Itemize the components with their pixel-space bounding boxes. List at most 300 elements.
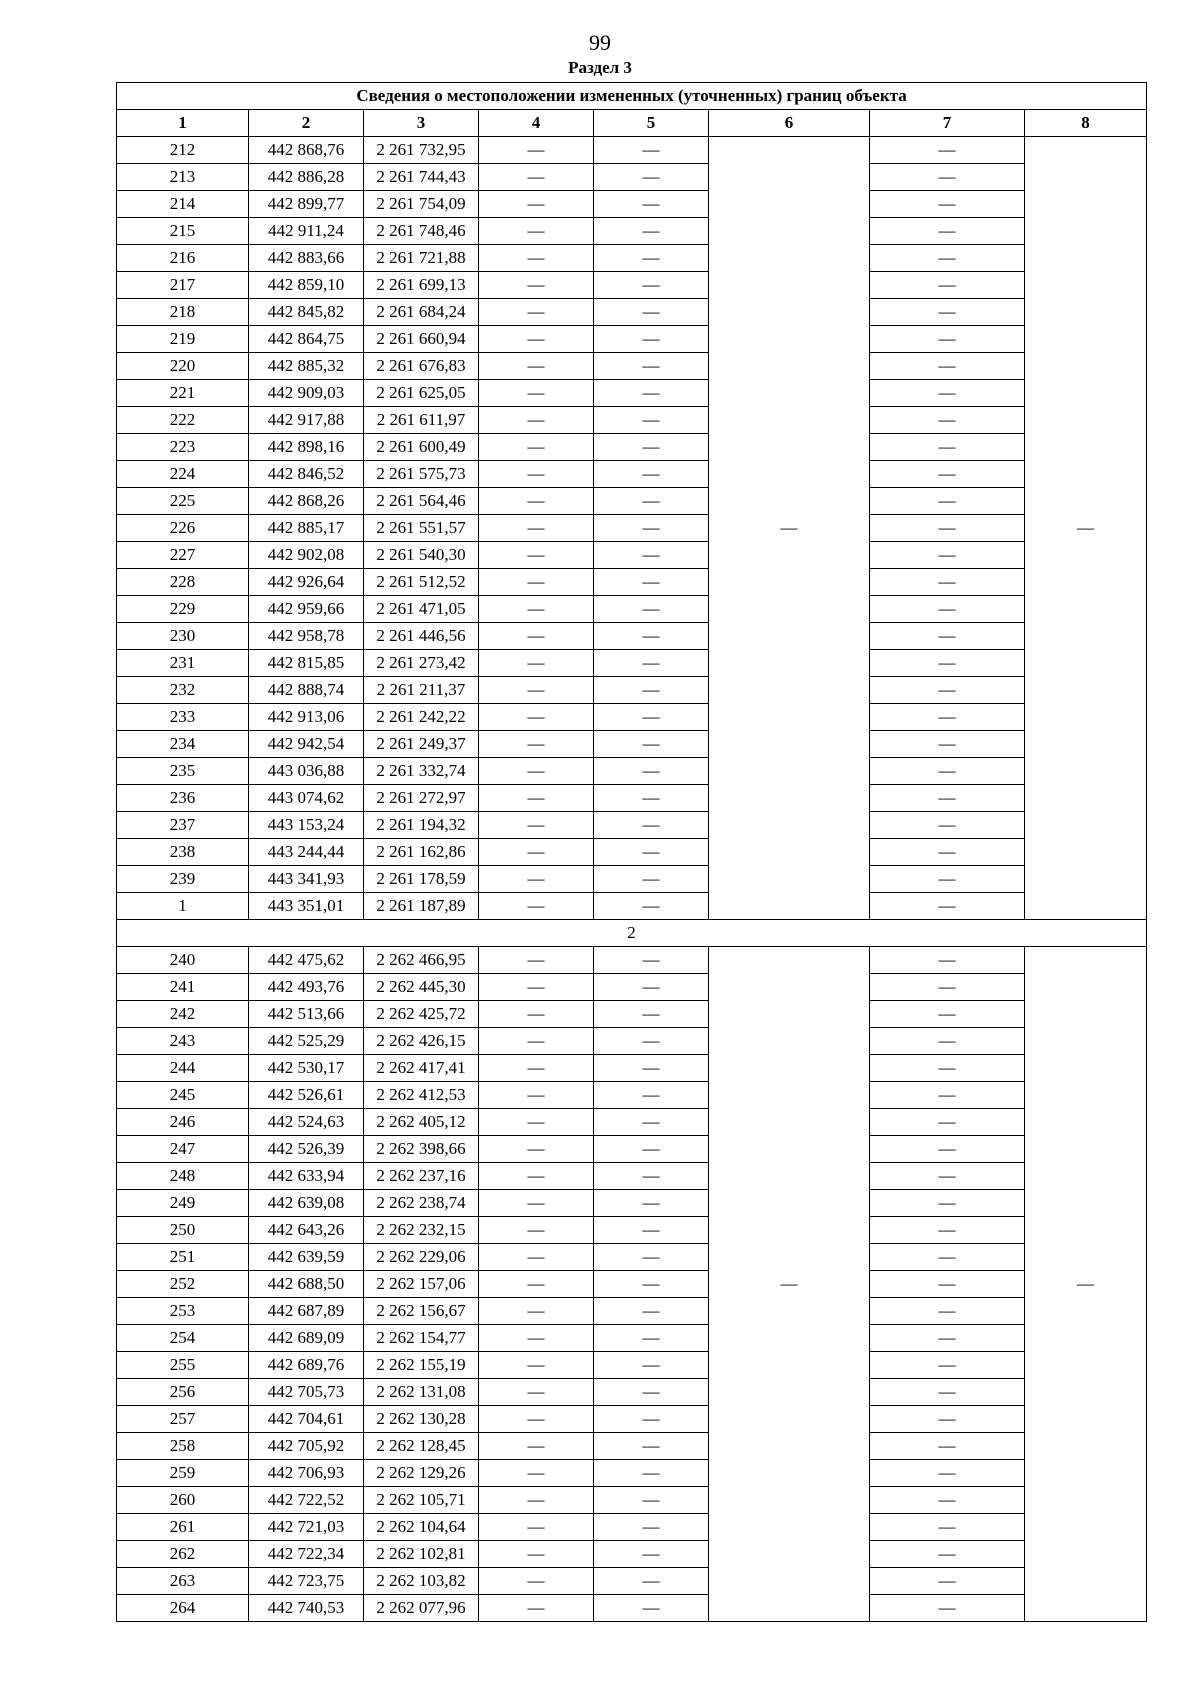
table-row — [117, 1001, 1147, 1028]
x-coordinate: 442 633,94 — [249, 1163, 364, 1190]
table-row — [117, 245, 1147, 272]
point-number: 253 — [117, 1298, 249, 1325]
y-coordinate: 2 261 211,37 — [364, 677, 479, 704]
point-number: 259 — [117, 1460, 249, 1487]
column-4-dash: — — [479, 218, 594, 245]
x-coordinate: 442 723,75 — [249, 1568, 364, 1595]
column-number: 3 — [364, 110, 479, 137]
column-5-dash: — — [594, 731, 709, 758]
point-number: 245 — [117, 1082, 249, 1109]
x-coordinate: 442 639,08 — [249, 1190, 364, 1217]
y-coordinate: 2 261 754,09 — [364, 191, 479, 218]
column-5-dash: — — [594, 1352, 709, 1379]
point-number: 216 — [117, 245, 249, 272]
column-5-dash: — — [594, 137, 709, 164]
y-coordinate: 2 262 155,19 — [364, 1352, 479, 1379]
point-number: 228 — [117, 569, 249, 596]
column-5-dash: — — [594, 1514, 709, 1541]
column-7-dash: — — [870, 974, 1025, 1001]
column-5-dash: — — [594, 272, 709, 299]
table-row — [117, 947, 1147, 974]
point-number: 241 — [117, 974, 249, 1001]
column-5-dash: — — [594, 758, 709, 785]
x-coordinate: 442 942,54 — [249, 731, 364, 758]
table-row — [117, 596, 1147, 623]
x-coordinate: 442 530,17 — [249, 1055, 364, 1082]
column-7-dash: — — [870, 1190, 1025, 1217]
column-5-dash: — — [594, 812, 709, 839]
x-coordinate: 442 885,17 — [249, 515, 364, 542]
x-coordinate: 443 153,24 — [249, 812, 364, 839]
column-7-dash: — — [870, 758, 1025, 785]
column-5-dash: — — [594, 1298, 709, 1325]
x-coordinate: 442 864,75 — [249, 326, 364, 353]
column-7-dash: — — [870, 542, 1025, 569]
point-number: 217 — [117, 272, 249, 299]
column-5-dash: — — [594, 326, 709, 353]
point-number: 263 — [117, 1568, 249, 1595]
column-4-dash: — — [479, 731, 594, 758]
column-4-dash: — — [479, 1487, 594, 1514]
x-coordinate: 442 493,76 — [249, 974, 364, 1001]
column-7-dash: — — [870, 1595, 1025, 1622]
column-5-dash: — — [594, 1136, 709, 1163]
column-5-dash: — — [594, 1325, 709, 1352]
column-7-dash: — — [870, 434, 1025, 461]
table-row — [117, 137, 1147, 164]
y-coordinate: 2 261 625,05 — [364, 380, 479, 407]
column-number: 8 — [1025, 110, 1147, 137]
coordinates-table — [116, 82, 1147, 1622]
x-coordinate: 442 958,78 — [249, 623, 364, 650]
point-number: 244 — [117, 1055, 249, 1082]
column-4-dash: — — [479, 137, 594, 164]
column-5-dash: — — [594, 866, 709, 893]
column-5-dash: — — [594, 974, 709, 1001]
table-row — [117, 1109, 1147, 1136]
column-7-dash: — — [870, 353, 1025, 380]
column-4-dash: — — [479, 812, 594, 839]
column-7-dash: — — [870, 1514, 1025, 1541]
y-coordinate: 2 262 128,45 — [364, 1433, 479, 1460]
table-row — [117, 164, 1147, 191]
column-4-dash: — — [479, 758, 594, 785]
column-6-merged-dash: — — [709, 947, 870, 1622]
column-4-dash: — — [479, 164, 594, 191]
table-row — [117, 299, 1147, 326]
point-number: 246 — [117, 1109, 249, 1136]
column-5-dash: — — [594, 1487, 709, 1514]
y-coordinate: 2 261 660,94 — [364, 326, 479, 353]
column-4-dash: — — [479, 1244, 594, 1271]
y-coordinate: 2 261 273,42 — [364, 650, 479, 677]
column-5-dash: — — [594, 1379, 709, 1406]
table-row — [117, 812, 1147, 839]
point-number: 251 — [117, 1244, 249, 1271]
column-7-dash: — — [870, 1055, 1025, 1082]
x-coordinate: 442 513,66 — [249, 1001, 364, 1028]
table-row — [117, 974, 1147, 1001]
x-coordinate: 442 883,66 — [249, 245, 364, 272]
point-number: 220 — [117, 353, 249, 380]
point-number: 212 — [117, 137, 249, 164]
column-4-dash: — — [479, 515, 594, 542]
point-number: 261 — [117, 1514, 249, 1541]
column-7-dash: — — [870, 1325, 1025, 1352]
x-coordinate: 442 722,34 — [249, 1541, 364, 1568]
x-coordinate: 442 815,85 — [249, 650, 364, 677]
y-coordinate: 2 262 426,15 — [364, 1028, 479, 1055]
point-number: 252 — [117, 1271, 249, 1298]
point-number: 218 — [117, 299, 249, 326]
y-coordinate: 2 261 611,97 — [364, 407, 479, 434]
column-4-dash: — — [479, 1136, 594, 1163]
x-coordinate: 442 524,63 — [249, 1109, 364, 1136]
x-coordinate: 442 886,28 — [249, 164, 364, 191]
column-4-dash: — — [479, 353, 594, 380]
y-coordinate: 2 262 398,66 — [364, 1136, 479, 1163]
column-7-dash: — — [870, 650, 1025, 677]
point-number: 249 — [117, 1190, 249, 1217]
column-4-dash: — — [479, 1109, 594, 1136]
column-7-dash: — — [870, 515, 1025, 542]
column-5-dash: — — [594, 650, 709, 677]
column-7-dash: — — [870, 1487, 1025, 1514]
column-number: 7 — [870, 110, 1025, 137]
column-7-dash: — — [870, 1433, 1025, 1460]
x-coordinate: 442 859,10 — [249, 272, 364, 299]
column-4-dash: — — [479, 1379, 594, 1406]
y-coordinate: 2 262 131,08 — [364, 1379, 479, 1406]
point-number: 238 — [117, 839, 249, 866]
x-coordinate: 442 885,32 — [249, 353, 364, 380]
x-coordinate: 442 909,03 — [249, 380, 364, 407]
column-7-dash: — — [870, 272, 1025, 299]
column-5-dash: — — [594, 677, 709, 704]
table-row — [117, 1082, 1147, 1109]
column-5-dash: — — [594, 461, 709, 488]
table-row — [117, 731, 1147, 758]
x-coordinate: 442 926,64 — [249, 569, 364, 596]
column-5-dash: — — [594, 380, 709, 407]
column-7-dash: — — [870, 731, 1025, 758]
x-coordinate: 442 917,88 — [249, 407, 364, 434]
column-4-dash: — — [479, 1352, 594, 1379]
y-coordinate: 2 261 162,86 — [364, 839, 479, 866]
column-5-dash: — — [594, 1001, 709, 1028]
x-coordinate: 442 888,74 — [249, 677, 364, 704]
column-5-dash: — — [594, 596, 709, 623]
column-5-dash: — — [594, 785, 709, 812]
column-7-dash: — — [870, 1352, 1025, 1379]
y-coordinate: 2 262 130,28 — [364, 1406, 479, 1433]
point-number: 227 — [117, 542, 249, 569]
table-row — [117, 191, 1147, 218]
x-coordinate: 442 868,26 — [249, 488, 364, 515]
column-5-dash: — — [594, 488, 709, 515]
y-coordinate: 2 261 178,59 — [364, 866, 479, 893]
table-row — [117, 1460, 1147, 1487]
column-6-merged-dash: — — [709, 137, 870, 920]
y-coordinate: 2 261 194,32 — [364, 812, 479, 839]
column-7-dash: — — [870, 785, 1025, 812]
column-7-dash: — — [870, 164, 1025, 191]
column-5-dash: — — [594, 299, 709, 326]
column-4-dash: — — [479, 407, 594, 434]
point-number: 230 — [117, 623, 249, 650]
point-number: 229 — [117, 596, 249, 623]
column-5-dash: — — [594, 1109, 709, 1136]
column-7-dash: — — [870, 1028, 1025, 1055]
column-4-dash: — — [479, 299, 594, 326]
point-number: 255 — [117, 1352, 249, 1379]
table-row — [117, 1514, 1147, 1541]
table-row — [117, 1163, 1147, 1190]
section-title: Раздел 3 — [568, 58, 632, 77]
table-row — [117, 272, 1147, 299]
table-row — [117, 866, 1147, 893]
y-coordinate: 2 261 272,97 — [364, 785, 479, 812]
x-coordinate: 442 846,52 — [249, 461, 364, 488]
table-row — [117, 1028, 1147, 1055]
column-4-dash: — — [479, 380, 594, 407]
column-4-dash: — — [479, 785, 594, 812]
table-row — [117, 1217, 1147, 1244]
y-coordinate: 2 262 154,77 — [364, 1325, 479, 1352]
column-4-dash: — — [479, 434, 594, 461]
column-5-dash: — — [594, 1433, 709, 1460]
table-row — [117, 1541, 1147, 1568]
table-row — [117, 758, 1147, 785]
column-5-dash: — — [594, 1190, 709, 1217]
column-number: 5 — [594, 110, 709, 137]
column-5-dash: — — [594, 1217, 709, 1244]
column-4-dash: — — [479, 1433, 594, 1460]
column-4-dash: — — [479, 1001, 594, 1028]
column-7-dash: — — [870, 1001, 1025, 1028]
x-coordinate: 442 911,24 — [249, 218, 364, 245]
table-row — [117, 461, 1147, 488]
table-row — [117, 1271, 1147, 1298]
column-5-dash: — — [594, 1163, 709, 1190]
column-4-dash: — — [479, 1568, 594, 1595]
column-4-dash: — — [479, 677, 594, 704]
table-row — [117, 407, 1147, 434]
column-4-dash: — — [479, 1406, 594, 1433]
column-5-dash: — — [594, 1595, 709, 1622]
point-number: 239 — [117, 866, 249, 893]
x-coordinate: 442 689,76 — [249, 1352, 364, 1379]
x-coordinate: 442 959,66 — [249, 596, 364, 623]
x-coordinate: 442 722,52 — [249, 1487, 364, 1514]
column-7-dash: — — [870, 1271, 1025, 1298]
column-5-dash: — — [594, 1055, 709, 1082]
column-5-dash: — — [594, 407, 709, 434]
page-number: 99 — [589, 30, 611, 55]
column-7-dash: — — [870, 1136, 1025, 1163]
point-number: 257 — [117, 1406, 249, 1433]
x-coordinate: 442 898,16 — [249, 434, 364, 461]
point-number: 233 — [117, 704, 249, 731]
column-7-dash: — — [870, 461, 1025, 488]
column-5-dash: — — [594, 1028, 709, 1055]
column-7-dash: — — [870, 488, 1025, 515]
column-4-dash: — — [479, 596, 594, 623]
y-coordinate: 2 261 721,88 — [364, 245, 479, 272]
column-5-dash: — — [594, 1082, 709, 1109]
column-4-dash: — — [479, 623, 594, 650]
column-4-dash: — — [479, 191, 594, 218]
table-row — [117, 1055, 1147, 1082]
table-row — [117, 1568, 1147, 1595]
column-4-dash: — — [479, 1514, 594, 1541]
point-number: 231 — [117, 650, 249, 677]
column-4-dash: — — [479, 893, 594, 920]
y-coordinate: 2 262 157,06 — [364, 1271, 479, 1298]
column-5-dash: — — [594, 1244, 709, 1271]
column-5-dash: — — [594, 542, 709, 569]
x-coordinate: 442 845,82 — [249, 299, 364, 326]
point-number: 264 — [117, 1595, 249, 1622]
column-4-dash: — — [479, 1055, 594, 1082]
y-coordinate: 2 261 332,74 — [364, 758, 479, 785]
column-7-dash: — — [870, 245, 1025, 272]
column-7-dash: — — [870, 677, 1025, 704]
column-4-dash: — — [479, 1082, 594, 1109]
column-7-dash: — — [870, 812, 1025, 839]
point-number: 234 — [117, 731, 249, 758]
column-7-dash: — — [870, 704, 1025, 731]
y-coordinate: 2 261 732,95 — [364, 137, 479, 164]
table-row — [117, 218, 1147, 245]
point-number: 243 — [117, 1028, 249, 1055]
x-coordinate: 442 689,09 — [249, 1325, 364, 1352]
y-coordinate: 2 262 445,30 — [364, 974, 479, 1001]
point-number: 254 — [117, 1325, 249, 1352]
point-number: 240 — [117, 947, 249, 974]
table-row — [117, 1352, 1147, 1379]
y-coordinate: 2 262 466,95 — [364, 947, 479, 974]
group-subheader: 2 — [117, 920, 1147, 947]
table-row — [117, 785, 1147, 812]
table-row — [117, 893, 1147, 920]
y-coordinate: 2 262 077,96 — [364, 1595, 479, 1622]
point-number: 214 — [117, 191, 249, 218]
column-4-dash: — — [479, 461, 594, 488]
column-7-dash: — — [870, 1298, 1025, 1325]
y-coordinate: 2 262 102,81 — [364, 1541, 479, 1568]
column-number: 4 — [479, 110, 594, 137]
column-4-dash: — — [479, 1460, 594, 1487]
column-4-dash: — — [479, 650, 594, 677]
x-coordinate: 443 074,62 — [249, 785, 364, 812]
column-7-dash: — — [870, 1217, 1025, 1244]
table-row — [117, 569, 1147, 596]
column-4-dash: — — [479, 542, 594, 569]
point-number: 248 — [117, 1163, 249, 1190]
column-7-dash: — — [870, 893, 1025, 920]
column-5-dash: — — [594, 569, 709, 596]
column-7-dash: — — [870, 947, 1025, 974]
y-coordinate: 2 262 412,53 — [364, 1082, 479, 1109]
column-5-dash: — — [594, 191, 709, 218]
y-coordinate: 2 262 405,12 — [364, 1109, 479, 1136]
point-number: 225 — [117, 488, 249, 515]
column-7-dash: — — [870, 839, 1025, 866]
column-7-dash: — — [870, 299, 1025, 326]
point-number: 224 — [117, 461, 249, 488]
column-number: 1 — [117, 110, 249, 137]
point-number: 226 — [117, 515, 249, 542]
x-coordinate: 442 899,77 — [249, 191, 364, 218]
x-coordinate: 442 687,89 — [249, 1298, 364, 1325]
y-coordinate: 2 261 249,37 — [364, 731, 479, 758]
y-coordinate: 2 262 129,26 — [364, 1460, 479, 1487]
table-row — [117, 326, 1147, 353]
column-number: 2 — [249, 110, 364, 137]
point-number: 260 — [117, 1487, 249, 1514]
point-number: 258 — [117, 1433, 249, 1460]
column-5-dash: — — [594, 947, 709, 974]
column-7-dash: — — [870, 596, 1025, 623]
y-coordinate: 2 262 103,82 — [364, 1568, 479, 1595]
column-4-dash: — — [479, 569, 594, 596]
column-4-dash: — — [479, 1325, 594, 1352]
point-number: 242 — [117, 1001, 249, 1028]
x-coordinate: 442 688,50 — [249, 1271, 364, 1298]
point-number: 215 — [117, 218, 249, 245]
table-row — [117, 1406, 1147, 1433]
column-5-dash: — — [594, 1541, 709, 1568]
table-row — [117, 380, 1147, 407]
table-row — [117, 1433, 1147, 1460]
column-4-dash: — — [479, 1028, 594, 1055]
x-coordinate: 442 740,53 — [249, 1595, 364, 1622]
x-coordinate: 442 868,76 — [249, 137, 364, 164]
point-number: 247 — [117, 1136, 249, 1163]
column-7-dash: — — [870, 1541, 1025, 1568]
point-number: 237 — [117, 812, 249, 839]
point-number: 1 — [117, 893, 249, 920]
column-5-dash: — — [594, 245, 709, 272]
y-coordinate: 2 262 238,74 — [364, 1190, 479, 1217]
y-coordinate: 2 262 104,64 — [364, 1514, 479, 1541]
column-4-dash: — — [479, 839, 594, 866]
column-7-dash: — — [870, 1406, 1025, 1433]
table-row — [117, 1325, 1147, 1352]
column-5-dash: — — [594, 1406, 709, 1433]
y-coordinate: 2 261 471,05 — [364, 596, 479, 623]
x-coordinate: 442 475,62 — [249, 947, 364, 974]
column-5-dash: — — [594, 515, 709, 542]
group-subheader-row — [117, 920, 1147, 947]
point-number: 256 — [117, 1379, 249, 1406]
column-4-dash: — — [479, 1217, 594, 1244]
y-coordinate: 2 261 744,43 — [364, 164, 479, 191]
column-7-dash: — — [870, 569, 1025, 596]
point-number: 222 — [117, 407, 249, 434]
column-7-dash: — — [870, 326, 1025, 353]
column-4-dash: — — [479, 272, 594, 299]
y-coordinate: 2 261 684,24 — [364, 299, 479, 326]
table-row — [117, 353, 1147, 380]
column-7-dash: — — [870, 1163, 1025, 1190]
table-row — [117, 839, 1147, 866]
x-coordinate: 442 705,73 — [249, 1379, 364, 1406]
column-5-dash: — — [594, 623, 709, 650]
y-coordinate: 2 261 748,46 — [364, 218, 479, 245]
point-number: 262 — [117, 1541, 249, 1568]
